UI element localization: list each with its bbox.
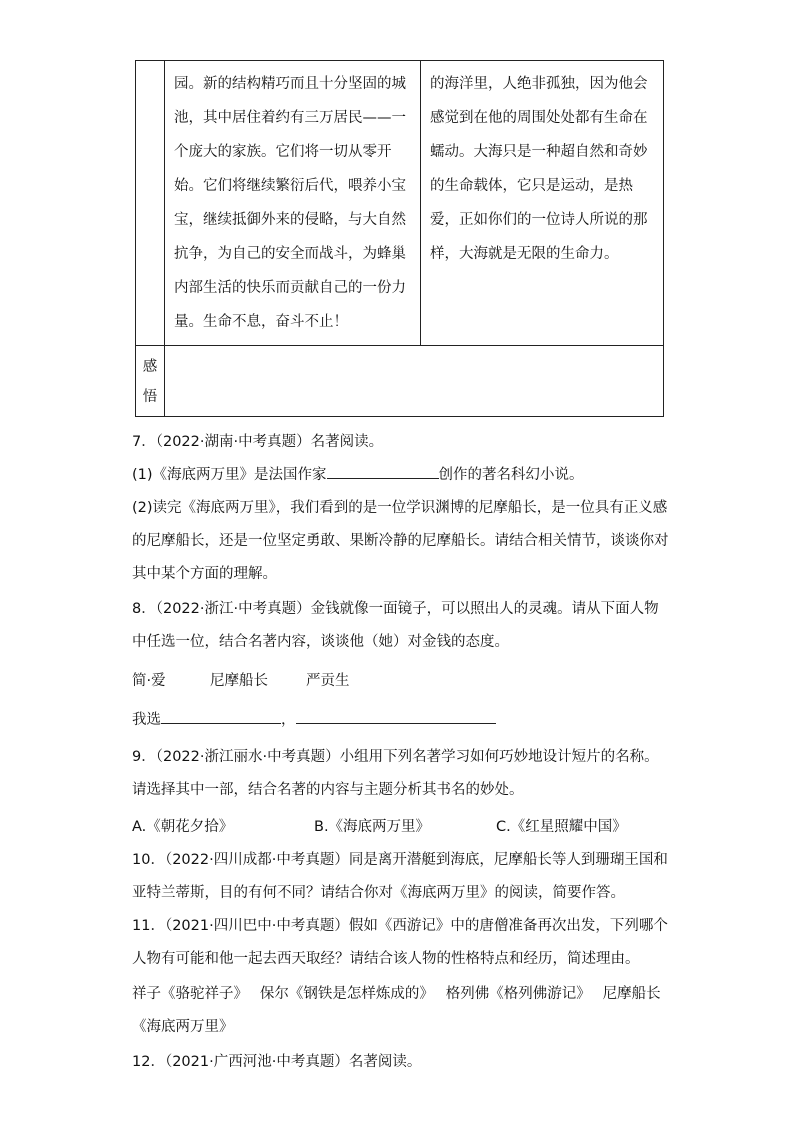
question-9-title: 9．（2022·浙江丽水·中考真题）小组用下列名著学习如何巧妙地设计短片的名称。请选择其中一部，结合名著的内容与主题分析其书名的妙处。 (132, 749, 659, 798)
left-passage-cell (165, 61, 421, 346)
right-passage-cell (421, 61, 664, 346)
left-passage-text: 园。新的结构精巧而且十分坚固的城池，其中居住着约有三万居民——一个庞大的家族。它们将一切从零开始。它们将继续繁衍后代，喂养小宝宝，继续抵御外来的侵略，与大自然抗争，为自己的安全而战斗，为蜂巢内部生活的快乐而贡献自己的一份力量。生命不息，奋斗不止！ (174, 76, 406, 330)
question-8-title: 8．（2022·浙江·中考真题）金钱就像一面镜子，可以照出人的灵魂。请从下面人物中任选一位，结合名著内容，谈谈他（她）对金钱的态度。 (132, 601, 659, 650)
question-12-title: 12．（2021·广西河池·中考真题）名著阅读。 (132, 1054, 422, 1070)
person-option-2: 尼摩船长 (210, 673, 268, 689)
question-list (132, 426, 672, 1079)
insight-label-cell (136, 346, 165, 417)
question-7-sub1 (132, 459, 672, 492)
insight-row (136, 346, 664, 417)
option-b: B.《海底两万里》 (314, 819, 431, 835)
choice-comma: ， (281, 712, 296, 728)
insight-label-char-2: 悟 (142, 389, 158, 405)
person-choice-blank[interactable] (161, 705, 281, 724)
right-passage-text: 的海洋里，人绝非孤独，因为他会感觉到在他的周围处处都有生命在蠕动。大海只是一种超自然和奇妙的生命载体，它只是运动，是热爱，正如你们的一位诗人所说的那样，大海就是无限的生命力。 (430, 76, 648, 262)
question-7-sub1-before: (1)《海底两万里》是法国作家 (132, 467, 327, 483)
option-c: C.《红星照耀中国》 (496, 819, 627, 835)
question-7-sub1-after: 创作的著名科幻小说。 (438, 467, 584, 483)
question-10-title: 10．（2022·四川成都·中考真题）同是离开潜艇到海底，尼摩船长等人到珊瑚王国和亚特兰蒂斯，目的有何不同？请结合你对《海底两万里》的阅读，简要作答。 (132, 852, 668, 901)
passage-comparison-table (135, 60, 664, 417)
reason-answer-blank[interactable] (296, 705, 496, 724)
row-label-cell-empty (136, 61, 165, 346)
person-option-3: 严贡生 (306, 673, 350, 689)
question-7-sub2: (2)读完《海底两万里》，我们看到的是一位学识渊博的尼摩船长，是一位具有正义感的尼摩船长，还是一位坚定勇敢、果断冷静的尼摩船长。请结合相关情节，谈谈你对其中某个方面的理解。 (132, 500, 669, 582)
question-8-people (132, 665, 672, 698)
question-11-title: 11．（2021·四川巴中·中考真题）假如《西游记》中的唐僧准备再次出发，下列哪个人物有可能和他一起去西天取经？请结合该人物的性格特点和经历，简述理由。 (132, 918, 668, 967)
person-option-1: 简·爱 (132, 673, 166, 689)
question-8-choice-line (132, 704, 672, 737)
question-11-options: 祥子《骆驼祥子》 保尔《钢铁是怎样炼成的》 格列佛《格列佛游记》 尼摩船长《海底两万里》 (132, 986, 661, 1035)
insight-label-char-1: 感 (142, 359, 158, 375)
question-9-options (132, 811, 672, 844)
insight-label (142, 352, 158, 412)
passage-row (136, 61, 664, 346)
question-7-title: 7．（2022·湖南·中考真题）名著阅读。 (132, 434, 384, 450)
choose-label: 我选 (132, 712, 161, 728)
insight-answer-cell[interactable] (165, 346, 664, 417)
author-answer-blank[interactable] (327, 460, 439, 479)
option-a: A.《朝花夕拾》 (132, 819, 234, 835)
